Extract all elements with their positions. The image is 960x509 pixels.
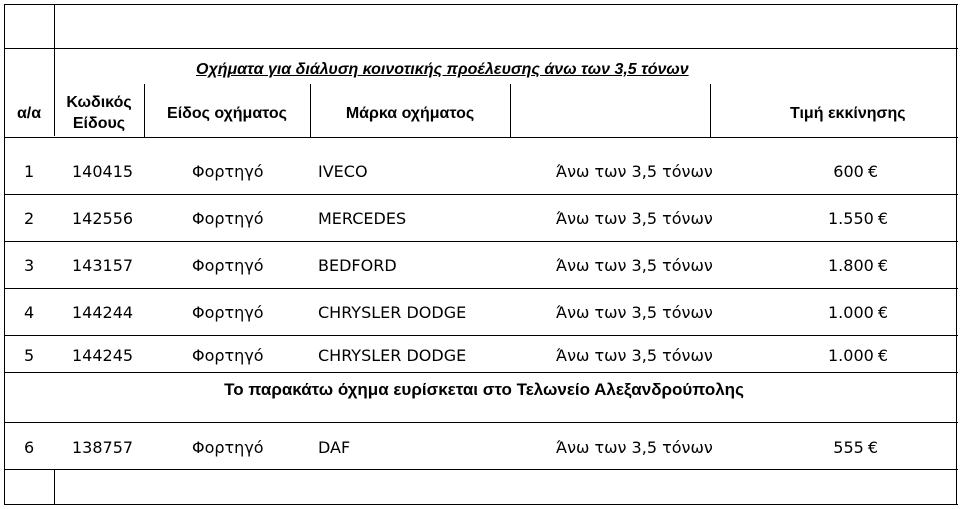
- row-price: [760, 346, 888, 366]
- row-type: Φορτηγό: [192, 438, 264, 457]
- header-code-line2: Είδους: [72, 115, 126, 132]
- column-line-brand: [510, 84, 511, 137]
- row-brand: BEDFORD: [318, 256, 397, 275]
- row-code: 140415: [72, 162, 134, 181]
- euro-sign: €: [877, 256, 888, 275]
- column-line-category: [710, 84, 711, 137]
- header-price: Τιμή εκκίνησης: [790, 105, 906, 122]
- row-type: Φορτηγό: [192, 162, 264, 181]
- row-category: Άνω των 3,5 τόνων: [556, 346, 713, 365]
- row-category: Άνω των 3,5 τόνων: [556, 209, 713, 228]
- row-category: Άνω των 3,5 τόνων: [556, 162, 713, 181]
- row-type: Φορτηγό: [192, 256, 264, 275]
- table-border-right: [956, 4, 957, 505]
- price-value: 555: [833, 438, 864, 457]
- header-type: Είδος οχήματος: [167, 105, 287, 122]
- row-divider: [4, 335, 958, 336]
- euro-sign: €: [867, 162, 878, 181]
- row-index: 4: [24, 303, 35, 322]
- sheet-title: Οχήματα για διάλυση κοινοτικής προέλευσης άνω των 3,5 τόνων: [196, 61, 689, 78]
- row-brand: CHRYSLER DODGE: [318, 346, 467, 365]
- header-code-line1: Κωδικός: [66, 94, 132, 111]
- row-type: Φορτηγό: [192, 303, 264, 322]
- row-price: [760, 438, 878, 458]
- header-brand: Μάρκα οχήματος: [345, 105, 475, 122]
- row-price: [760, 162, 878, 182]
- row-index: 6: [24, 438, 35, 457]
- row-price: [760, 303, 888, 323]
- row-code: 144245: [72, 346, 134, 365]
- row-price: [760, 209, 888, 229]
- price-value: 1.800: [828, 256, 874, 275]
- table-border-left: [4, 4, 5, 505]
- euro-sign: €: [877, 346, 888, 365]
- row-divider: [4, 288, 958, 289]
- row-divider: [4, 422, 958, 423]
- header-bottom-line: [4, 137, 958, 138]
- location-note: Το παρακάτω όχημα ευρίσκεται στο Τελωνείο Αλεξανδρούπολης: [224, 380, 744, 399]
- row-brand: IVECO: [318, 162, 368, 181]
- row-type: Φορτηγό: [192, 209, 264, 228]
- header-index: α/α: [16, 105, 42, 122]
- price-value: 1.000: [828, 346, 874, 365]
- table-border-bottom: [4, 504, 958, 505]
- row-brand: DAF: [318, 438, 351, 457]
- euro-sign: €: [877, 209, 888, 228]
- row-category: Άνω των 3,5 τόνων: [556, 303, 713, 322]
- row-type: Φορτηγό: [192, 346, 264, 365]
- euro-sign: €: [877, 303, 888, 322]
- row-code: 138757: [72, 438, 134, 457]
- row-index: 5: [24, 346, 35, 365]
- row-price: [760, 256, 888, 276]
- row-divider: [4, 372, 958, 373]
- row-index: 3: [24, 256, 35, 275]
- row-divider: [4, 469, 958, 470]
- header-top-line: [4, 48, 958, 49]
- row-code: 143157: [72, 256, 134, 275]
- row-category: Άνω των 3,5 τόνων: [556, 256, 713, 275]
- row-index: 2: [24, 209, 35, 228]
- row-code: 144244: [72, 303, 134, 322]
- row-divider: [4, 241, 958, 242]
- price-value: 600: [833, 162, 864, 181]
- row-index: 1: [24, 162, 35, 181]
- table-border-top: [4, 4, 958, 5]
- euro-sign: €: [867, 438, 878, 457]
- row-divider: [4, 194, 958, 195]
- row-brand: CHRYSLER DODGE: [318, 303, 467, 322]
- column-line-index-bottom: [54, 470, 55, 505]
- price-value: 1.000: [828, 303, 874, 322]
- price-value: 1.550: [828, 209, 874, 228]
- row-code: 142556: [72, 209, 134, 228]
- row-category: Άνω των 3,5 τόνων: [556, 438, 713, 457]
- row-brand: MERCEDES: [318, 209, 407, 228]
